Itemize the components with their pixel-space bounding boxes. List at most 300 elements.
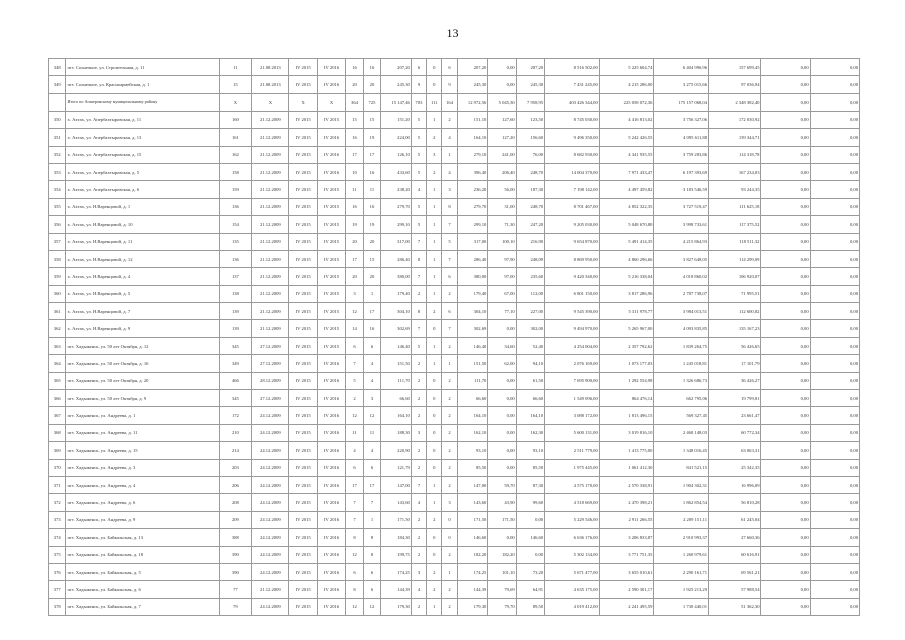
table-cell: 6 197 393,69: [654, 163, 709, 180]
table-row: [49, 476, 860, 493]
table-cell: х. Ахтах, ул. Н.Варенцовой, д. 7: [66, 303, 219, 320]
table-cell: Х: [219, 93, 252, 111]
table-cell: 349: [49, 76, 66, 93]
table-cell: 156,60: [516, 129, 544, 146]
table-cell: 114 318,78: [709, 146, 761, 163]
table-cell: 2: [411, 372, 426, 389]
table-cell: 0,00: [488, 59, 516, 76]
table-cell: IV 2015: [317, 285, 345, 302]
table-cell: 373: [49, 511, 66, 528]
table-cell: 16 996,09: [709, 476, 761, 493]
table-cell: пгт. Хадыженск, ул. Андреева, д. 1: [66, 407, 219, 424]
table-cell: 345: [219, 337, 252, 354]
table-cell: 28.12.2009: [252, 372, 289, 389]
table-cell: 1: [427, 181, 442, 198]
table-cell: 2: [427, 303, 442, 320]
table-cell: 6: [442, 59, 457, 76]
table-cell: 24.12.2009: [252, 407, 289, 424]
table-cell: 27.12.2009: [252, 337, 289, 354]
table-cell: 4 518 669,00: [545, 494, 600, 511]
table-cell: 136: [219, 250, 252, 267]
table-cell: 350: [49, 111, 66, 128]
table-cell: х. Ахтах, ул. Апербахтыровская, д. 13: [66, 129, 219, 146]
table-cell: 24.12.2009: [252, 494, 289, 511]
table-cell: 0: [427, 372, 442, 389]
table-cell: 0: [427, 546, 442, 563]
table-cell: 4: [363, 442, 380, 459]
table-cell: пгт. Хадыженск, ул. 50 лет Октября, д. 16: [66, 355, 219, 372]
table-cell: IV 2015: [317, 337, 345, 354]
table-cell: 4: [411, 494, 426, 511]
table-cell: 345: [219, 390, 252, 407]
table-cell: х. Ахтах, ул. Н.Варенцовой, д. 5: [66, 285, 219, 302]
table-cell: 8 701 467,00: [545, 198, 600, 215]
table-cell: 85,50: [457, 459, 488, 476]
table-cell: 0,00: [810, 320, 859, 337]
table-cell: 187,30: [516, 181, 544, 198]
table-cell: 1: [363, 511, 380, 528]
table-cell: 0,00: [761, 529, 810, 546]
table-cell: IV 2016: [317, 129, 345, 146]
table-cell: пгт. Хадыженск, ул. 50 лет Октября, д. 12: [66, 337, 219, 354]
table-cell: 1 260 979,61: [654, 546, 709, 563]
table-cell: 60 616,91: [709, 546, 761, 563]
table-cell: 139: [219, 320, 252, 337]
table-cell: IV 2015: [289, 111, 317, 128]
table-cell: 4: [411, 581, 426, 598]
table-cell: 6: [411, 59, 426, 76]
table-cell: IV 2016: [317, 581, 345, 598]
table-cell: 4 215 864,93: [654, 233, 709, 250]
table-cell: пгт. Солнечное, ул. Строительная, д. 11: [66, 59, 219, 76]
table-cell: 225 058 072,36: [599, 93, 654, 111]
table-cell: IV 2015: [289, 146, 317, 163]
table-row: [49, 76, 860, 93]
table-cell: 0,00: [761, 494, 810, 511]
table-cell: 79: [219, 598, 252, 615]
table-cell: 164,10: [381, 407, 412, 424]
table-cell: 43,90: [488, 494, 516, 511]
table-cell: 4: [363, 372, 380, 389]
table-cell: 151,50: [457, 355, 488, 372]
table-cell: 4 497 459,82: [599, 181, 654, 198]
table-cell: IV 2015: [317, 181, 345, 198]
table-cell: 138: [219, 285, 252, 302]
table-cell: 2: [411, 285, 426, 302]
table-cell: 279,70: [457, 198, 488, 215]
table-cell: 12: [346, 598, 363, 615]
table-cell: 0,00: [761, 303, 810, 320]
table-cell: 17: [346, 250, 363, 267]
table-cell: 317,00: [457, 233, 488, 250]
table-row: [49, 511, 860, 528]
table-cell: 17: [346, 476, 363, 493]
table-cell: пгт. Хадыженск, ул. Байкальская, д. 5: [66, 563, 219, 580]
table-cell: 8: [346, 581, 363, 598]
table-cell: 0: [427, 442, 442, 459]
table-cell: 355: [49, 198, 66, 215]
table-row: [49, 494, 860, 511]
table-cell: 0,00: [810, 511, 859, 528]
table-row: [49, 372, 860, 389]
table-cell: 1 413 775,00: [599, 442, 654, 459]
table-cell: 5 311 978,77: [599, 303, 654, 320]
table-cell: 403 426 344,00: [545, 93, 600, 111]
table-cell: 357: [49, 233, 66, 250]
table-cell: 1: [427, 233, 442, 250]
table-cell: 8: [442, 198, 457, 215]
table-cell: 0,00: [488, 390, 516, 407]
table-cell: 14 004 370,00: [545, 163, 600, 180]
table-cell: 0,00: [810, 563, 859, 580]
table-cell: IV 2016: [317, 146, 345, 163]
table-cell: 279,70: [381, 198, 412, 215]
table-cell: 2 511 779,00: [545, 442, 600, 459]
table-cell: 299,10: [381, 216, 412, 233]
table-cell: 1: [442, 355, 457, 372]
table-cell: 76,00: [516, 146, 544, 163]
table-cell: 0,00: [810, 285, 859, 302]
table-cell: 16: [346, 129, 363, 146]
table-cell: 1 813 496,15: [599, 407, 654, 424]
table-cell: 0,00: [761, 320, 810, 337]
table-cell: IV 2015: [317, 303, 345, 320]
table-cell: 224,00: [381, 129, 412, 146]
table-cell: 164,10: [457, 129, 488, 146]
table-cell: 111: [427, 93, 442, 111]
table-cell: 15: [363, 250, 380, 267]
table-cell: х. Ахтах, ул. Апербахтыровская, д. 11: [66, 111, 219, 128]
table-cell: 127,20: [488, 129, 516, 146]
table-cell: 126,10: [381, 146, 412, 163]
table-cell: 8: [363, 529, 380, 546]
table-cell: 6: [346, 337, 363, 354]
table-cell: 0,00: [761, 581, 810, 598]
table-cell: 0,00: [488, 372, 516, 389]
table-cell: 159: [219, 181, 252, 198]
table-cell: 216,90: [516, 233, 544, 250]
table-cell: 5 048 670,80: [599, 216, 654, 233]
table-cell: 146,60: [516, 529, 544, 546]
table-cell: 61 245,04: [709, 511, 761, 528]
table-cell: 20: [346, 233, 363, 250]
table-cell: 146,40: [457, 337, 488, 354]
table-cell: 0: [427, 390, 442, 407]
table-cell: 0,00: [761, 233, 810, 250]
table-cell: 248,09: [516, 250, 544, 267]
table-cell: 2 570 338,91: [599, 476, 654, 493]
table-cell: IV 2016: [317, 424, 345, 441]
table-cell: 359: [49, 268, 66, 285]
table-cell: [49, 93, 66, 111]
table-cell: 100,10: [488, 233, 516, 250]
table-cell: 158: [219, 163, 252, 180]
table-cell: 151,20: [381, 111, 412, 128]
table-cell: 79,70: [488, 598, 516, 615]
table-cell: 2: [411, 407, 426, 424]
table-cell: IV 2016: [317, 546, 345, 563]
table-cell: 60 772,34: [709, 424, 761, 441]
table-cell: 3 984 013,51: [654, 303, 709, 320]
table-cell: 380,00: [457, 268, 488, 285]
table-cell: 0: [442, 511, 457, 528]
table-cell: 123,50: [516, 111, 544, 128]
table-cell: 2: [427, 511, 442, 528]
table-cell: 245,30: [457, 76, 488, 93]
table-cell: 6: [363, 581, 380, 598]
table-cell: 71 995,51: [709, 285, 761, 302]
table-cell: 162,30: [516, 424, 544, 441]
table-cell: 12 972,56: [457, 93, 488, 111]
table-cell: IV 2016: [317, 76, 345, 93]
table-cell: 0,00: [810, 424, 859, 441]
table-cell: 370: [49, 459, 66, 476]
table-cell: IV 2016: [317, 476, 345, 493]
table-cell: 9 494 970,00: [545, 320, 600, 337]
table-cell: 14: [346, 320, 363, 337]
table-cell: 6: [363, 563, 380, 580]
table-cell: 0,00: [810, 268, 859, 285]
table-cell: пгт. Солнечное, ул. Красноармейская, д. 1: [66, 76, 219, 93]
table-cell: IV 2015: [289, 459, 317, 476]
table-cell: 56,00: [488, 181, 516, 198]
table-cell: 97,90: [488, 250, 516, 267]
table-cell: 0,00: [761, 459, 810, 476]
table-row: [49, 546, 860, 563]
table-cell: 279,10: [457, 146, 488, 163]
table-cell: 364: [49, 355, 66, 372]
table-cell: 390: [219, 563, 252, 580]
table-cell: 1: [427, 598, 442, 615]
table-cell: 362: [49, 320, 66, 337]
table-cell: 3: [442, 494, 457, 511]
table-cell: 317,00: [381, 233, 412, 250]
table-cell: 0,00: [488, 529, 516, 546]
table-cell: 207,20: [516, 59, 544, 76]
table-cell: 236,20: [457, 181, 488, 198]
table-cell: 390: [219, 546, 252, 563]
table-cell: 63 063,31: [709, 442, 761, 459]
table-cell: IV 2015: [289, 181, 317, 198]
table-cell: 62,00: [488, 355, 516, 372]
table-cell: 5 229 546,00: [545, 511, 600, 528]
table-cell: 12: [346, 303, 363, 320]
table-cell: 24.12.2009: [252, 424, 289, 441]
table-cell: IV 2015: [289, 337, 317, 354]
table-cell: IV 2015: [289, 355, 317, 372]
table-cell: 3 275 015,66: [654, 76, 709, 93]
table-cell: 5: [411, 337, 426, 354]
table-cell: 207,20: [457, 59, 488, 76]
table-cell: 3 088 172,00: [545, 407, 600, 424]
table-cell: 3: [363, 390, 380, 407]
table-cell: 0,00: [488, 407, 516, 424]
table-cell: 5 302 134,00: [545, 546, 600, 563]
table-cell: х. Ахтах, ул. Н.Варенцовой, д. 1: [66, 198, 219, 215]
table-cell: 0: [427, 459, 442, 476]
table-cell: 2: [442, 337, 457, 354]
table-cell: 27.12.2009: [252, 355, 289, 372]
table-cell: 3 998 733,61: [654, 216, 709, 233]
table-cell: 0,00: [810, 303, 859, 320]
table-cell: 2 590 301,17: [599, 581, 654, 598]
table-cell: IV 2015: [289, 563, 317, 580]
table-cell: 5: [411, 198, 426, 215]
table-cell: 121,79: [381, 459, 412, 476]
table-cell: IV 2015: [289, 163, 317, 180]
table-cell: пгт. Хадыженск, ул. Андреева, д. 11: [66, 424, 219, 441]
table-cell: 15: [346, 111, 363, 128]
table-cell: 4 215 286,00: [599, 76, 654, 93]
table-cell: 8 869 950,00: [545, 250, 600, 267]
table-cell: 8: [411, 250, 426, 267]
table-cell: 1: [427, 268, 442, 285]
table-cell: 144,39: [381, 581, 412, 598]
table-cell: 66,60: [457, 390, 488, 407]
table-cell: 302,69: [381, 320, 412, 337]
table-cell: 7: [442, 216, 457, 233]
table-cell: 2: [442, 581, 457, 598]
table-cell: 1: [427, 250, 442, 267]
table-cell: 146,40: [381, 337, 412, 354]
table-cell: 11: [219, 59, 252, 76]
table-cell: 147,00: [381, 476, 412, 493]
table-cell: IV 2015: [289, 407, 317, 424]
page-number: 13: [446, 26, 459, 40]
table-cell: 5 225 604,74: [599, 59, 654, 76]
table-cell: 2 357 792,62: [599, 337, 654, 354]
table-cell: 0,00: [810, 581, 859, 598]
table-cell: 2: [427, 129, 442, 146]
table-cell: 0: [427, 59, 442, 76]
table-row: [49, 163, 860, 180]
table-cell: 569 327,45: [654, 407, 709, 424]
table-cell: 154: [219, 216, 252, 233]
table-cell: 17: [346, 146, 363, 163]
table-cell: 0,00: [810, 76, 859, 93]
table-cell: 0,00: [761, 181, 810, 198]
table-cell: 5: [411, 146, 426, 163]
table-cell: 348: [49, 59, 66, 76]
table-cell: 0,00: [810, 390, 859, 407]
table-cell: 9 545 390,00: [545, 303, 600, 320]
table-cell: 245,30: [381, 76, 412, 93]
table-cell: 171,50: [488, 511, 516, 528]
table-cell: пгт. Хадыженск, ул. Андреева, д. 9: [66, 511, 219, 528]
table-cell: 0,00: [761, 355, 810, 372]
table-cell: пгт. Хадыженск, ул. Андреева, д. 15: [66, 442, 219, 459]
table-cell: 12: [363, 598, 380, 615]
table-cell: 17: [363, 303, 380, 320]
table-cell: 24.12.2009: [252, 529, 289, 546]
table-cell: 11: [346, 424, 363, 441]
table-cell: 9 420 340,00: [545, 268, 600, 285]
table-cell: 12: [346, 546, 363, 563]
table-cell: 1 975 445,00: [545, 459, 600, 476]
table-cell: 864 476,14: [599, 390, 654, 407]
table-cell: 351: [49, 129, 66, 146]
table-cell: 10: [346, 163, 363, 180]
table-cell: 1 245 018,81: [654, 355, 709, 372]
table-cell: 9: [411, 76, 426, 93]
table-cell: 4 341 935,55: [599, 146, 654, 163]
table-cell: 3: [427, 146, 442, 163]
table-cell: 0,00: [488, 442, 516, 459]
table-cell: х. Ахтах, ул. Н.Варенцовой, д. 12: [66, 250, 219, 267]
table-cell: х. Ахтах, ул. Н.Варенцовой, д. 10: [66, 216, 219, 233]
table-cell: 93,10: [457, 442, 488, 459]
table-row: [49, 390, 860, 407]
table-cell: 365: [49, 372, 66, 389]
table-cell: 8: [363, 546, 380, 563]
table-cell: 366: [49, 390, 66, 407]
table-cell: 17 101,79: [709, 355, 761, 372]
table-cell: 0,00: [761, 129, 810, 146]
table-cell: 2: [346, 390, 363, 407]
table-cell: 24.12.2009: [252, 598, 289, 615]
table-cell: 1 073 177,03: [599, 355, 654, 372]
table-cell: 1: [442, 563, 457, 580]
table-cell: 2: [442, 598, 457, 615]
table-cell: 2: [411, 442, 426, 459]
table-cell: 20: [363, 76, 380, 93]
table-cell: 61,50: [516, 372, 544, 389]
table-cell: 3 019 816,10: [599, 424, 654, 441]
table-cell: Итого по Апшеронскому муниципальному району: [66, 93, 219, 111]
table-cell: 0,00: [488, 459, 516, 476]
table-cell: 5 045,30: [488, 93, 516, 111]
table-row: [49, 407, 860, 424]
table-cell: 206,40: [488, 163, 516, 180]
table-cell: 2 787 738,07: [654, 285, 709, 302]
table-cell: 6: [346, 459, 363, 476]
table-cell: 841 521,15: [654, 459, 709, 476]
table-row: [49, 250, 860, 267]
table-cell: 2: [442, 111, 457, 128]
table-cell: пгт. Хадыженск, ул. Андреева, д. 3: [66, 459, 219, 476]
table-cell: 127,60: [488, 111, 516, 128]
table-cell: 11: [363, 181, 380, 198]
table-cell: 3 727 519,47: [654, 198, 709, 215]
table-cell: 112 600,82: [709, 303, 761, 320]
table-cell: 8 745 030,00: [545, 111, 600, 128]
table-cell: 0,00: [810, 355, 859, 372]
table-cell: х. Ахтах, ул. Н.Варенцовой, д. 11: [66, 233, 219, 250]
table-cell: 199,75: [381, 546, 412, 563]
table-cell: 7 695 900,00: [545, 372, 600, 389]
table-cell: 2: [427, 163, 442, 180]
table-row: [49, 529, 860, 546]
table-cell: 188,30: [381, 424, 412, 441]
table-cell: 21.12.2009: [252, 303, 289, 320]
table-cell: 2 209 151,11: [654, 511, 709, 528]
table-cell: 71,30: [488, 216, 516, 233]
table-cell: 1 326 686,73: [654, 372, 709, 389]
table-cell: 7 971 433,47: [599, 163, 654, 180]
table-cell: 2: [442, 546, 457, 563]
table-cell: 7: [442, 320, 457, 337]
table-cell: 3: [442, 181, 457, 198]
table-row: [49, 424, 860, 441]
table-cell: 369: [49, 442, 66, 459]
table-cell: 24.12.2009: [252, 546, 289, 563]
table-cell: 179,40: [381, 285, 412, 302]
table-cell: 167 234,03: [709, 163, 761, 180]
table-cell: 2 290 161,71: [654, 563, 709, 580]
table-cell: 12: [346, 407, 363, 424]
table-cell: 0,00: [810, 93, 859, 111]
table-cell: 164,10: [457, 407, 488, 424]
